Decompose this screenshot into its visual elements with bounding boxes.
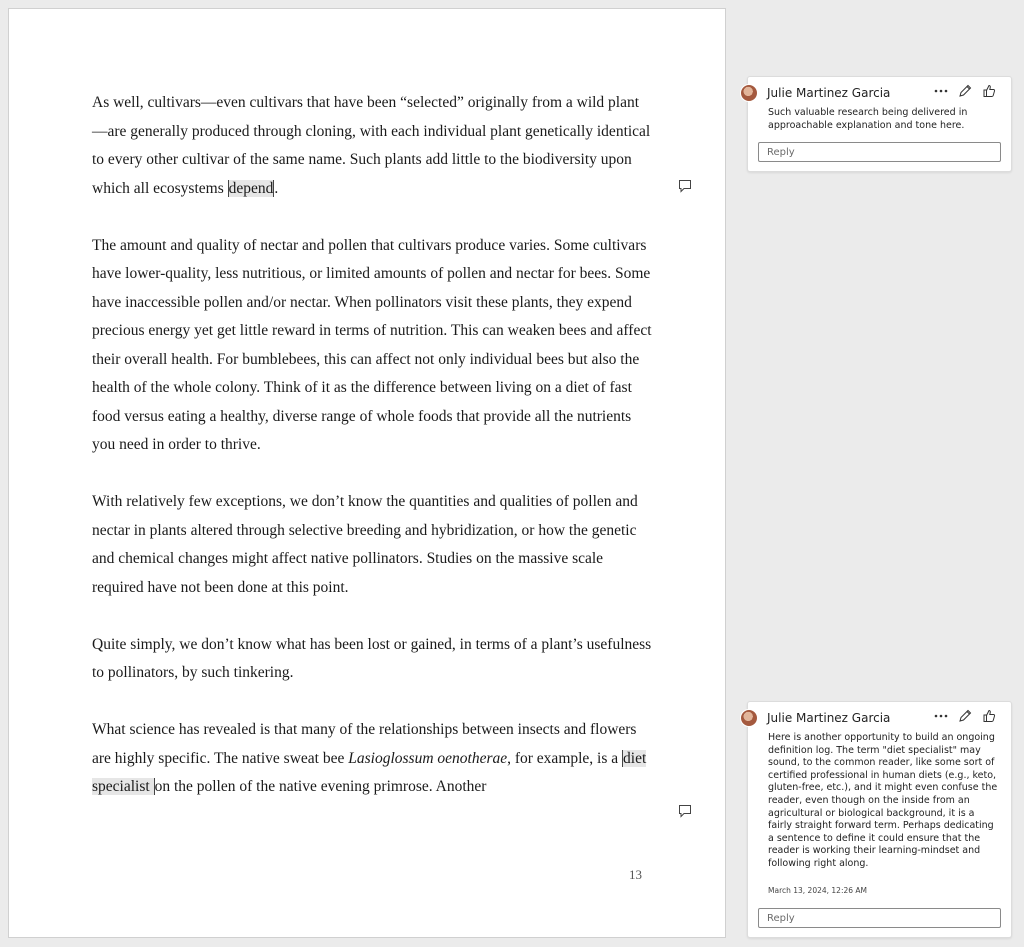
paragraph-3[interactable]: With relatively few exceptions, we don’t know the quantities and qualities of pollen and nectar in plants altered through selective breeding and hybridization, or how the genetic and chemical changes might affect native pollinators. Studies on the massive scale required have not been done at this point. (92, 493, 638, 596)
document-body[interactable] (92, 89, 652, 830)
paragraph-text: As well, cultivars—even cultivars that have been “selected” originally from a wild plant—are generally produced through cloning, with each individual plant genetically identical to every other cultivar of the same name. Such plants add little to the biodiversity upon which all ecosystems (92, 94, 651, 197)
page-number: 13 (629, 867, 642, 882)
comment-author: Julie Martinez Garcia (767, 86, 891, 100)
comment-icon[interactable] (678, 804, 692, 818)
comment-anchor-diet-specialist[interactable]: diet specialist (92, 749, 647, 795)
paragraph-text: . (274, 179, 279, 197)
more-options-icon[interactable] (933, 708, 949, 724)
paragraph-5[interactable] (92, 716, 652, 802)
comment-card[interactable] (747, 701, 1012, 938)
reply-input[interactable] (758, 908, 1001, 928)
avatar (740, 84, 758, 102)
reply-input[interactable] (758, 142, 1001, 162)
thumbs-up-icon[interactable] (981, 83, 997, 99)
paragraph-4[interactable]: Quite simply, we don’t know what has been lost or gained, in terms of a plant’s usefulness to pollinators, by such tinkering. (92, 635, 652, 681)
paragraph-text: on the pollen of the native evening primrose. Another (154, 778, 487, 795)
comment-timestamp: March 13, 2024, 12:26 AM (768, 886, 868, 895)
thumbs-up-icon[interactable] (981, 708, 997, 724)
paragraph-2[interactable]: The amount and quality of nectar and pollen that cultivars produce varies. Some cultivars have lower-quality, less nutritious, or limited amounts of pollen and nectar for bees. Some have inaccessible pollen and/or nectar. When pollinators visit these plants, they expend precious energy yet get little reward in terms of nutrition. This can weaken bees and affect their overall health. For bumblebees, this can affect not only individual bees but also the health of the whole colony. Think of it as the difference between living on a diet of fast food versus eating a healthy, diverse range of whole foods that provide all the nutrients you need in order to thrive. (92, 236, 652, 453)
comment-icon[interactable] (678, 179, 692, 193)
species-name: Lasioglossum oenotherae (348, 749, 508, 767)
comment-card[interactable] (747, 76, 1012, 172)
comment-anchor-depend[interactable]: depend (228, 179, 274, 197)
document-page (8, 8, 726, 938)
paragraph-text: , for example, is a (507, 749, 623, 767)
comment-author: Julie Martinez Garcia (767, 711, 891, 725)
paragraph-text: What science has revealed is that many of the relationships between insects and flowers are highly specific. The native sweat bee (92, 721, 637, 767)
paragraph-1[interactable] (92, 89, 652, 203)
comment-text: Here is another opportunity to build an ongoing definition log. The term "diet specialist" may sound, to the common reader, like some sort of certified professional in human diets (e.g., keto, gluten-free, etc.), and it might even confuse the reader, even though on the inside from an agricultural or biological background, it is a fairly straight forward term. Perhaps dedicating a sentence to define it could ensure that the reader is working their learning-mindset and following right along. (768, 732, 998, 869)
pencil-icon[interactable] (957, 708, 973, 724)
pencil-icon[interactable] (957, 83, 973, 99)
more-options-icon[interactable] (933, 83, 949, 99)
avatar (740, 709, 758, 727)
comment-text: Such valuable research being delivered in approachable explanation and tone here. (768, 107, 968, 131)
